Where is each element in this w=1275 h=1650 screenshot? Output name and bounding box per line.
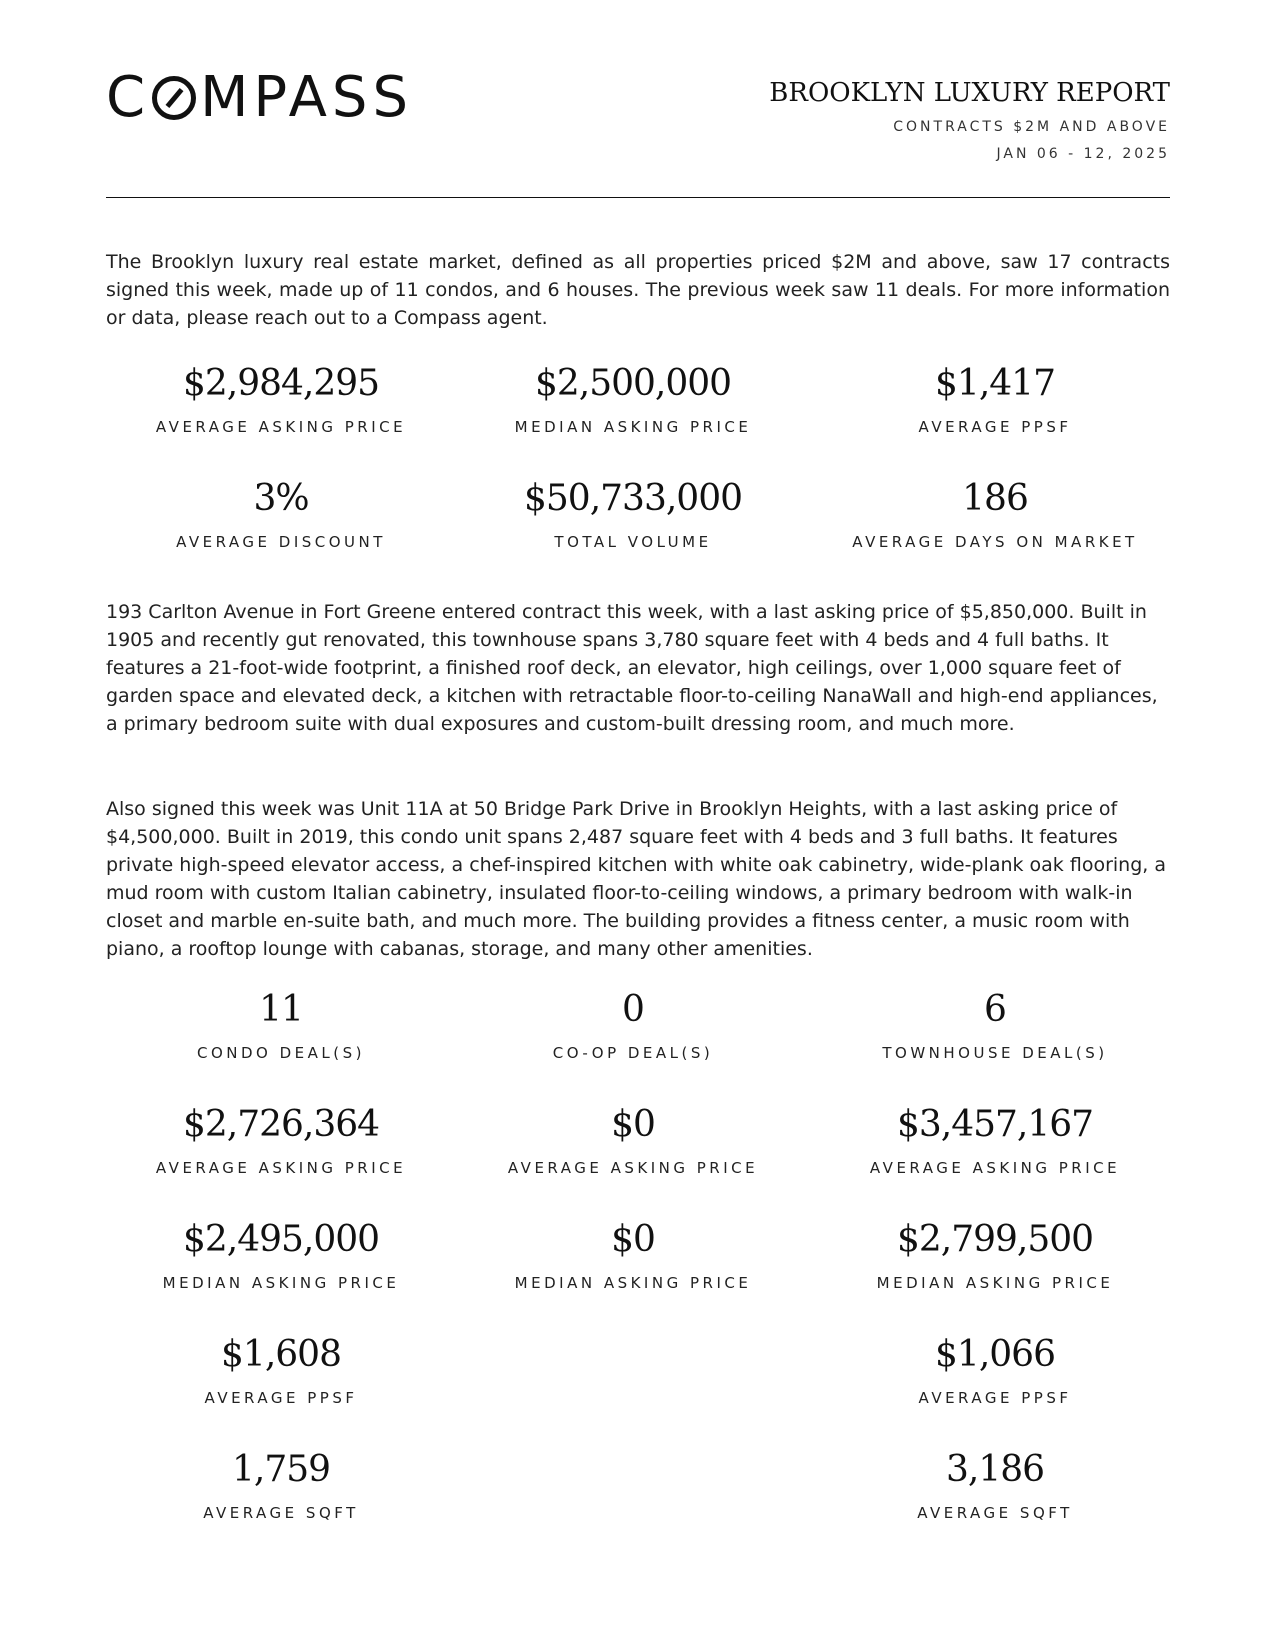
stat-label: AVERAGE ASKING PRICE: [507, 1159, 759, 1177]
stat-label: TOWNHOUSE DEAL(S): [882, 1044, 1108, 1062]
stat-label: MEDIAN ASKING PRICE: [514, 418, 752, 436]
summary-avg-ppsf: [825, 362, 1165, 436]
summary-median-asking-price: [463, 362, 803, 436]
summary-avg-days-on-market: [825, 477, 1165, 551]
stat-label: MEDIAN ASKING PRICE: [876, 1274, 1114, 1292]
stat-label: CONDO DEAL(S): [197, 1044, 365, 1062]
stat-value: $2,799,500: [896, 1219, 1094, 1260]
condo-median-asking-price: [111, 1218, 451, 1292]
highlight-paragraph-2: Also signed this week was Unit 11A at 50 Bridge Park Drive in Brooklyn Heights, with a last asking price of $4,500,000. Built in 2019, this condo unit spans 2,487 square feet with 4 beds and 3 full baths. It features private high-speed elevator access, a chef-inspired kitchen with white oak cabinetry, wide-plank oak flooring, a mud room with custom Italian cabinetry, insulated floor-to-ceiling windows, a primary bedroom with walk-in closet and marble en-suite bath, and much more. The building provides a fitness center, a music room with piano, a rooftop lounge with cabanas, storage, and many other amenities.: [106, 798, 1166, 960]
condo-avg-ppsf: [111, 1333, 451, 1407]
report-header: [769, 76, 1170, 163]
stat-label: AVERAGE DISCOUNT: [176, 533, 386, 551]
summary-avg-discount: [111, 477, 451, 551]
stat-label: AVERAGE ASKING PRICE: [869, 1159, 1121, 1177]
coop-avg-asking-price: [463, 1103, 803, 1177]
logo-letter-c: C: [106, 65, 151, 130]
intro-paragraph: The Brooklyn luxury real estate market, defined as all properties priced $2M and above, saw 17 contracts signed this week, made up of 11 condos, and 6 houses. The previous week saw 11 deals. For more information or data, please reach out to a Compass agent.: [106, 251, 1170, 329]
stat-value: $2,726,364: [182, 1104, 380, 1145]
compass-o-icon: [152, 76, 196, 120]
stat-label: MEDIAN ASKING PRICE: [162, 1274, 400, 1292]
report-subtitle: CONTRACTS $2M AND ABOVE: [893, 119, 1170, 135]
header-divider: [106, 197, 1170, 198]
summary-avg-asking-price: [111, 362, 451, 436]
stat-value: 3%: [253, 478, 309, 519]
stat-value: $50,733,000: [523, 478, 743, 519]
townhouse-avg-ppsf: [825, 1333, 1165, 1407]
townhouse-avg-sqft: [825, 1448, 1165, 1522]
highlight-paragraph-1: 193 Carlton Avenue in Fort Greene entered contract this week, with a last asking price of $5,850,000. Built in 1905 and recently gut renovated, this townhouse spans 3,780 square feet with 4 beds and 4 full baths. It features a 21-foot-wide footprint, a finished roof deck, an elevator, high ceilings, over 1,000 square feet of garden space and elevated deck, a kitchen with retractable floor-to-ceiling NanaWall and high-end appliances, a primary bedroom suite with dual exposures and custom-built dressing room, and much more.: [106, 601, 1158, 735]
stat-value: $1,608: [221, 1334, 341, 1375]
stat-label: MEDIAN ASKING PRICE: [514, 1274, 752, 1292]
townhouse-deals: [825, 988, 1165, 1062]
summary-total-volume: [463, 477, 803, 551]
stat-value: 0: [622, 989, 644, 1030]
stat-label: AVERAGE ASKING PRICE: [155, 418, 407, 436]
stat-value: 1,759: [231, 1449, 331, 1490]
stat-value: 6: [984, 989, 1006, 1030]
stat-label: TOTAL VOLUME: [554, 533, 712, 551]
stat-value: $2,500,000: [534, 363, 732, 404]
stat-value: 186: [962, 478, 1028, 519]
stat-label: AVERAGE ASKING PRICE: [155, 1159, 407, 1177]
stat-value: 11: [259, 989, 303, 1030]
townhouse-median-asking-price: [825, 1218, 1165, 1292]
stat-label: AVERAGE SQFT: [203, 1504, 359, 1522]
townhouse-avg-asking-price: [825, 1103, 1165, 1177]
coop-median-asking-price: [463, 1218, 803, 1292]
stat-value: $0: [611, 1219, 655, 1260]
stat-value: $0: [611, 1104, 655, 1145]
condo-deals: [111, 988, 451, 1062]
stat-value: $1,066: [935, 1334, 1055, 1375]
condo-avg-asking-price: [111, 1103, 451, 1177]
stat-label: AVERAGE PPSF: [204, 1389, 358, 1407]
stat-label: AVERAGE PPSF: [918, 418, 1072, 436]
logo-letters-mpass: MPASS: [200, 65, 414, 130]
stat-label: AVERAGE SQFT: [917, 1504, 1073, 1522]
report-title: BROOKLYN LUXURY REPORT: [769, 78, 1170, 108]
stat-value: $3,457,167: [896, 1104, 1094, 1145]
stat-value: 3,186: [945, 1449, 1045, 1490]
report-date: JAN 06 - 12, 2025: [996, 146, 1170, 162]
stat-label: AVERAGE DAYS ON MARKET: [852, 533, 1138, 551]
compass-logo: [106, 65, 414, 130]
stat-label: CO-OP DEAL(S): [552, 1044, 714, 1062]
stat-value: $2,984,295: [182, 363, 380, 404]
stat-label: AVERAGE PPSF: [918, 1389, 1072, 1407]
condo-avg-sqft: [111, 1448, 451, 1522]
stat-value: $2,495,000: [182, 1219, 380, 1260]
stat-value: $1,417: [935, 363, 1055, 404]
coop-deals: [463, 988, 803, 1062]
